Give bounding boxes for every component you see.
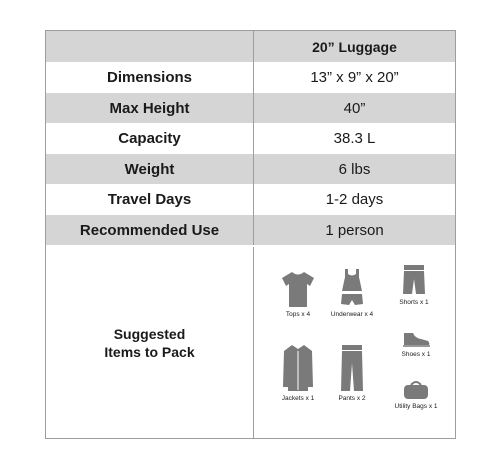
spec-row-recommended-use bbox=[46, 215, 455, 245]
spec-label: Travel Days bbox=[46, 184, 254, 215]
item-shoes bbox=[388, 329, 444, 358]
item-caption: Pants x 2 bbox=[338, 395, 366, 402]
item-caption: Shorts x 1 bbox=[399, 299, 429, 306]
item-utility-bags bbox=[388, 379, 444, 410]
spec-value: 13” x 9” x 20” bbox=[310, 69, 399, 86]
spec-value: 6 lbs bbox=[338, 160, 371, 178]
spec-row-max-height bbox=[46, 93, 455, 123]
spec-label: Dimensions bbox=[46, 62, 254, 93]
spec-label: Weight bbox=[46, 154, 254, 184]
item-caption: Jackets x 1 bbox=[281, 395, 315, 402]
item-jackets bbox=[272, 343, 324, 402]
shorts-icon bbox=[401, 263, 427, 297]
shoe-icon bbox=[401, 329, 431, 349]
spec-value: 1 person bbox=[325, 221, 384, 239]
spec-row-travel-days bbox=[46, 184, 455, 215]
suggested-items-label: Suggested Items to Pack bbox=[104, 325, 195, 360]
item-tops bbox=[272, 269, 324, 318]
jacket-icon bbox=[281, 343, 315, 393]
spec-row-weight bbox=[46, 154, 455, 184]
item-caption: Shoes x 1 bbox=[401, 351, 431, 358]
spec-value: 40” bbox=[343, 99, 366, 117]
item-caption: Underwear x 4 bbox=[330, 311, 374, 318]
spec-value: 1-2 days bbox=[325, 191, 384, 208]
item-pants bbox=[324, 343, 380, 402]
item-caption: Tops x 4 bbox=[285, 311, 311, 318]
suggested-items-grid bbox=[254, 247, 455, 438]
luggage-size-heading: 20” Luggage bbox=[312, 38, 397, 55]
header-row bbox=[46, 31, 455, 62]
pants-icon bbox=[339, 343, 365, 393]
luggage-spec-table bbox=[45, 30, 456, 439]
spec-row-dimensions bbox=[46, 62, 455, 93]
spec-row-suggested-items bbox=[46, 245, 455, 438]
item-underwear bbox=[324, 267, 380, 318]
spec-label: Max Height bbox=[46, 93, 254, 123]
suggested-items-label-cell bbox=[46, 247, 254, 438]
spec-value: 38.3 L bbox=[333, 130, 376, 147]
utility-bag-icon bbox=[401, 379, 431, 401]
header-left-cell bbox=[46, 31, 254, 62]
spec-row-capacity bbox=[46, 123, 455, 154]
t-shirt-icon bbox=[280, 269, 316, 309]
spec-label: Recommended Use bbox=[46, 215, 254, 245]
item-shorts bbox=[386, 263, 442, 306]
spec-label: Capacity bbox=[46, 123, 254, 154]
item-caption: Utility Bags x 1 bbox=[394, 403, 438, 410]
underwear-icon bbox=[337, 267, 367, 309]
